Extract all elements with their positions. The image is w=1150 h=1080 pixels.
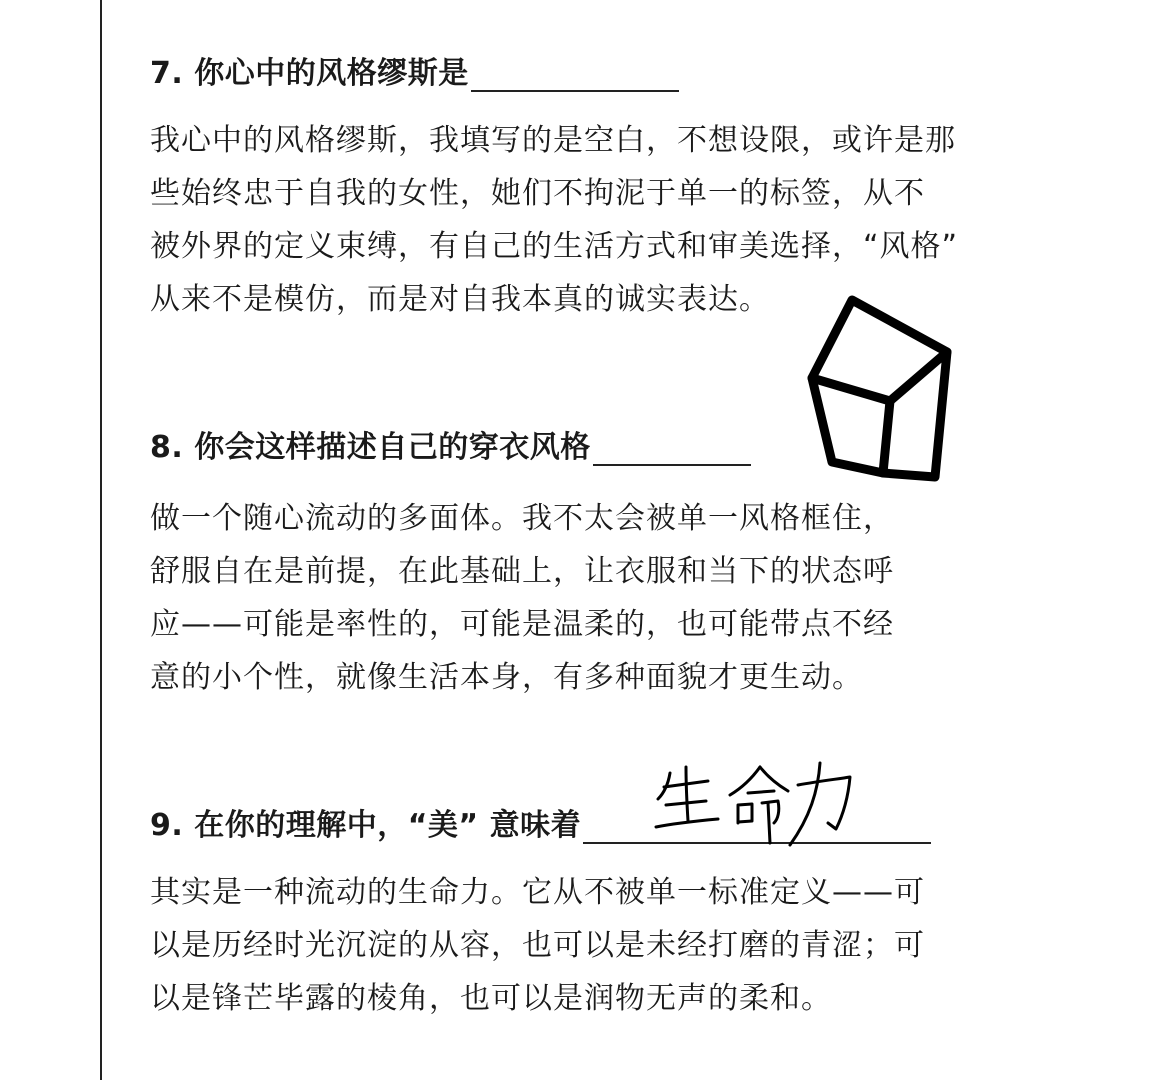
answer-line: 做一个随心流动的多面体。我不太会被单一风格框住， bbox=[150, 501, 894, 536]
answer-line: 以是历经时光沉淀的从容，也可以是未经打磨的青涩；可 bbox=[150, 928, 925, 963]
answer-line: 其实是一种流动的生命力。它从不被单一标准定义——可 bbox=[150, 875, 925, 910]
answer-line: 应——可能是率性的，可能是温柔的，也可能带点不经 bbox=[150, 607, 894, 642]
answer-line: 我心中的风格缪斯，我填写的是空白，不想设限，或许是那 bbox=[150, 123, 956, 158]
question-8-answer bbox=[150, 492, 990, 704]
handwritten-answer-drawing bbox=[650, 755, 880, 850]
answer-line: 舒服自在是前提，在此基础上，让衣服和当下的状态呼 bbox=[150, 554, 894, 589]
question-9-answer bbox=[150, 866, 990, 1025]
question-8-label: 8. 你会这样描述自己的穿衣风格 bbox=[150, 430, 591, 465]
answer-line: 意的小个性，就像生活本身，有多种面貌才更生动。 bbox=[150, 660, 863, 695]
question-8-title bbox=[150, 422, 751, 466]
answer-line: 从来不是模仿，而是对自我本真的诚实表达。 bbox=[150, 282, 770, 317]
answer-line: 些始终忠于自我的女性，她们不拘泥于单一的标签，从不 bbox=[150, 176, 925, 211]
question-8-blank bbox=[593, 430, 751, 466]
hand-drawn-cube-drawing bbox=[800, 290, 960, 490]
answer-line: 被外界的定义束缚，有自己的生活方式和审美选择，“风格” bbox=[150, 229, 959, 264]
question-9-label: 9. 在你的理解中，“美” 意味着 bbox=[150, 808, 582, 843]
answer-line: 以是锋芒毕露的棱角，也可以是润物无声的柔和。 bbox=[150, 981, 832, 1016]
page-margin-line bbox=[100, 0, 102, 1080]
question-7-title bbox=[150, 48, 679, 92]
question-7-label: 7. 你心中的风格缪斯是 bbox=[150, 56, 469, 91]
question-7-blank bbox=[471, 56, 679, 92]
